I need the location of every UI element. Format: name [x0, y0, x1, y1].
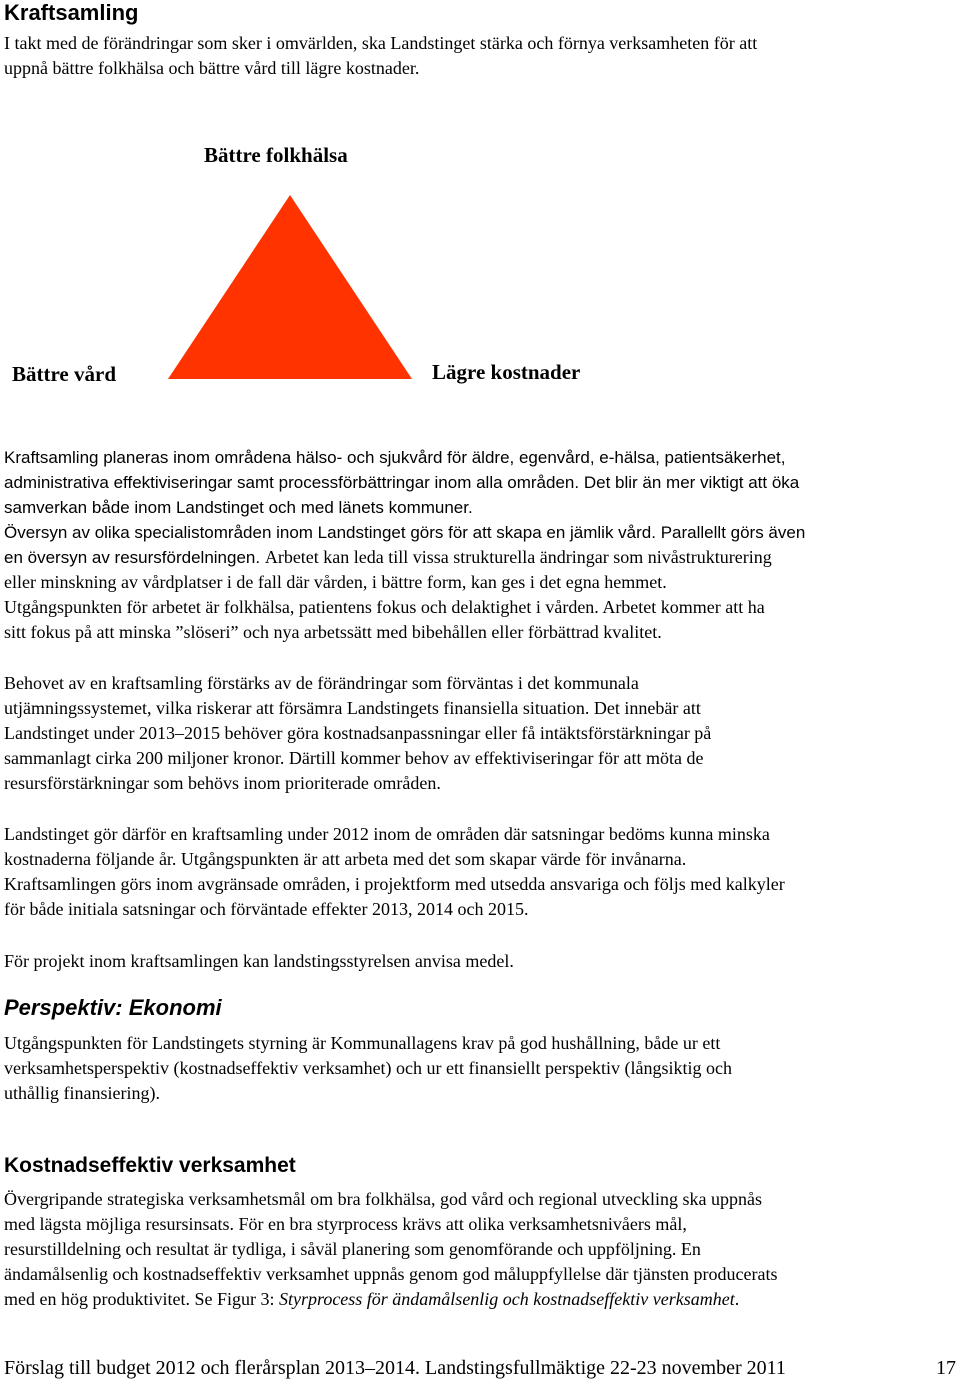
para2-line-2a: administrativa effektiviseringar samt processförbättringar inom alla områden.: [4, 473, 580, 492]
para2-line-4a: Översyn av olika specialistområden inom Landstinget görs för att skapa en jämlik vård.: [4, 523, 656, 542]
landstinget-paragraph: [4, 822, 956, 922]
para2-line-1: Kraftsamling planeras inom områdena hälso- och sjukvård för äldre, egenvård, e-hälsa, patientsäkerhet,: [4, 448, 786, 467]
diagram-label-right: Lägre kostnader: [432, 360, 581, 384]
section3-line-4: ändamålsenlig och kostnadseffektiv verksamhet uppnås genom god måluppfyllelse där tjänsten producerats: [4, 1264, 778, 1284]
figure-reference: Styrprocess för ändamålsenlig och kostnadseffektiv verksamhet: [278, 1289, 735, 1309]
para2-line-4: [4, 520, 956, 545]
para2-line-2: [4, 470, 956, 495]
kraftsamling-areas-paragraph: [4, 445, 956, 645]
para2-line-3: samverkan både inom Landstinget och med länets kommuner.: [4, 498, 473, 517]
section-heading-perspektiv-ekonomi: Perspektiv: Ekonomi: [4, 995, 222, 1020]
para4-line-2: kostnaderna följande år. Utgångspunkten är att arbeta med det som skapar värde för invånarna.: [4, 849, 687, 869]
intro-line-2: uppnå bättre folkhälsa och bättre vård till lägre kostnader.: [4, 58, 420, 78]
para2-line-5b: Arbetet kan leda till vissa strukturella ändringar som nivåstrukturering: [264, 547, 772, 567]
perspektiv-paragraph: [4, 1031, 956, 1106]
para4-line-1: Landstinget gör därför en kraftsamling under 2012 inom de områden där satsningar bedöms kunna minska: [4, 824, 770, 844]
projekt-paragraph: [4, 949, 956, 974]
diagram-label-left: Bättre vård: [12, 362, 117, 386]
behovet-paragraph: [4, 671, 956, 796]
section-heading-kostnadseffektiv: Kostnadseffektiv verksamhet: [4, 1154, 296, 1177]
para3-line-5: resursförstärkningar som behövs inom prioriterade områden.: [4, 773, 441, 793]
section3-line-2: med lägsta möjliga resursinsats. För en bra styrprocess krävs att olika verksamhetsnivåers mål,: [4, 1214, 687, 1234]
para3-line-2: utjämningssystemet, vilka riskerar att försämra Landstingets finansiella situation. Det innebär att: [4, 698, 701, 718]
intro-paragraph: [4, 31, 956, 81]
triangle-shape: [168, 195, 412, 379]
para2-line-5a: en översyn av resursfördelningen.: [4, 548, 261, 567]
para3-line-1: Behovet av en kraftsamling förstärks av de förändringar som förväntas i det kommunala: [4, 673, 639, 693]
para2-line-5: [4, 545, 956, 570]
para4-line-4: för både initiala satsningar och förväntade effekter 2013, 2014 och 2015.: [4, 899, 529, 919]
para2-line-2b: Det blir än mer viktigt att öka: [583, 473, 800, 492]
kostnadseffektiv-paragraph: [4, 1187, 956, 1312]
diagram-label-top: Bättre folkhälsa: [204, 143, 348, 167]
para3-line-4: sammanlagt cirka 200 miljoner kronor. Därtill kommer behov av effektiviseringar för att möta de: [4, 748, 704, 768]
section3-line-5c: .: [734, 1289, 740, 1309]
para2-line-4b: Parallellt görs även: [660, 523, 806, 542]
section-heading-kraftsamling: Kraftsamling: [4, 0, 139, 25]
section3-line-3: resurstilldelning och resultat är tydliga, i såväl planering som genomförande och uppföljning. En: [4, 1239, 701, 1259]
para2-line-6: eller minskning av vårdplatser i de fall där vården, i bättre form, kan ges i det egna hemmet.: [4, 572, 667, 592]
intro-line-1: I takt med de förändringar som sker i omvärlden, ska Landstinget stärka och förnya verksamheten för att: [4, 33, 758, 53]
section2-line-1: Utgångspunkten för Landstingets styrning är Kommunallagens krav på god hushållning, både ur ett: [4, 1033, 721, 1053]
para2-line-7: Utgångspunkten för arbetet är folkhälsa, patientens fokus och delaktighet i vården. Arbetet kommer att ha: [4, 597, 765, 617]
triangle-graphic: [0, 100, 620, 400]
para4-line-3: Kraftsamlingen görs inom avgränsade områden, i projektform med utsedda ansvariga och följs med kalkyler: [4, 874, 785, 894]
section3-line-5: [4, 1287, 956, 1312]
section3-line-1: Övergripande strategiska verksamhetsmål om bra folkhälsa, god vård och regional utveckling ska uppnås: [4, 1189, 762, 1209]
para2-line-8: sitt fokus på att minska ”slöseri” och nya arbetssätt med bibehållen eller förbättrad kvalitet.: [4, 622, 662, 642]
page-footer: [4, 1357, 956, 1380]
section2-line-2: verksamhetsperspektiv (kostnadseffektiv verksamhet) och ur ett finansiellt perspektiv (långsiktig och: [4, 1058, 732, 1078]
section3-line-5a: med en hög produktivitet. Se Figur 3:: [4, 1289, 279, 1309]
para3-line-3: Landstinget under 2013–2015 behöver göra kostnadsanpassningar eller få intäktsförstärkningar på: [4, 723, 712, 743]
para5-line-1: För projekt inom kraftsamlingen kan landstingsstyrelsen anvisa medel.: [4, 951, 514, 971]
triangle-diagram: [0, 100, 620, 400]
section2-line-3: uthållig finansiering).: [4, 1083, 160, 1103]
page-number: 17: [936, 1357, 956, 1379]
footer-text: Förslag till budget 2012 och flerårsplan 2013–2014. Landstingsfullmäktige 22-23 november 2011: [4, 1357, 786, 1379]
